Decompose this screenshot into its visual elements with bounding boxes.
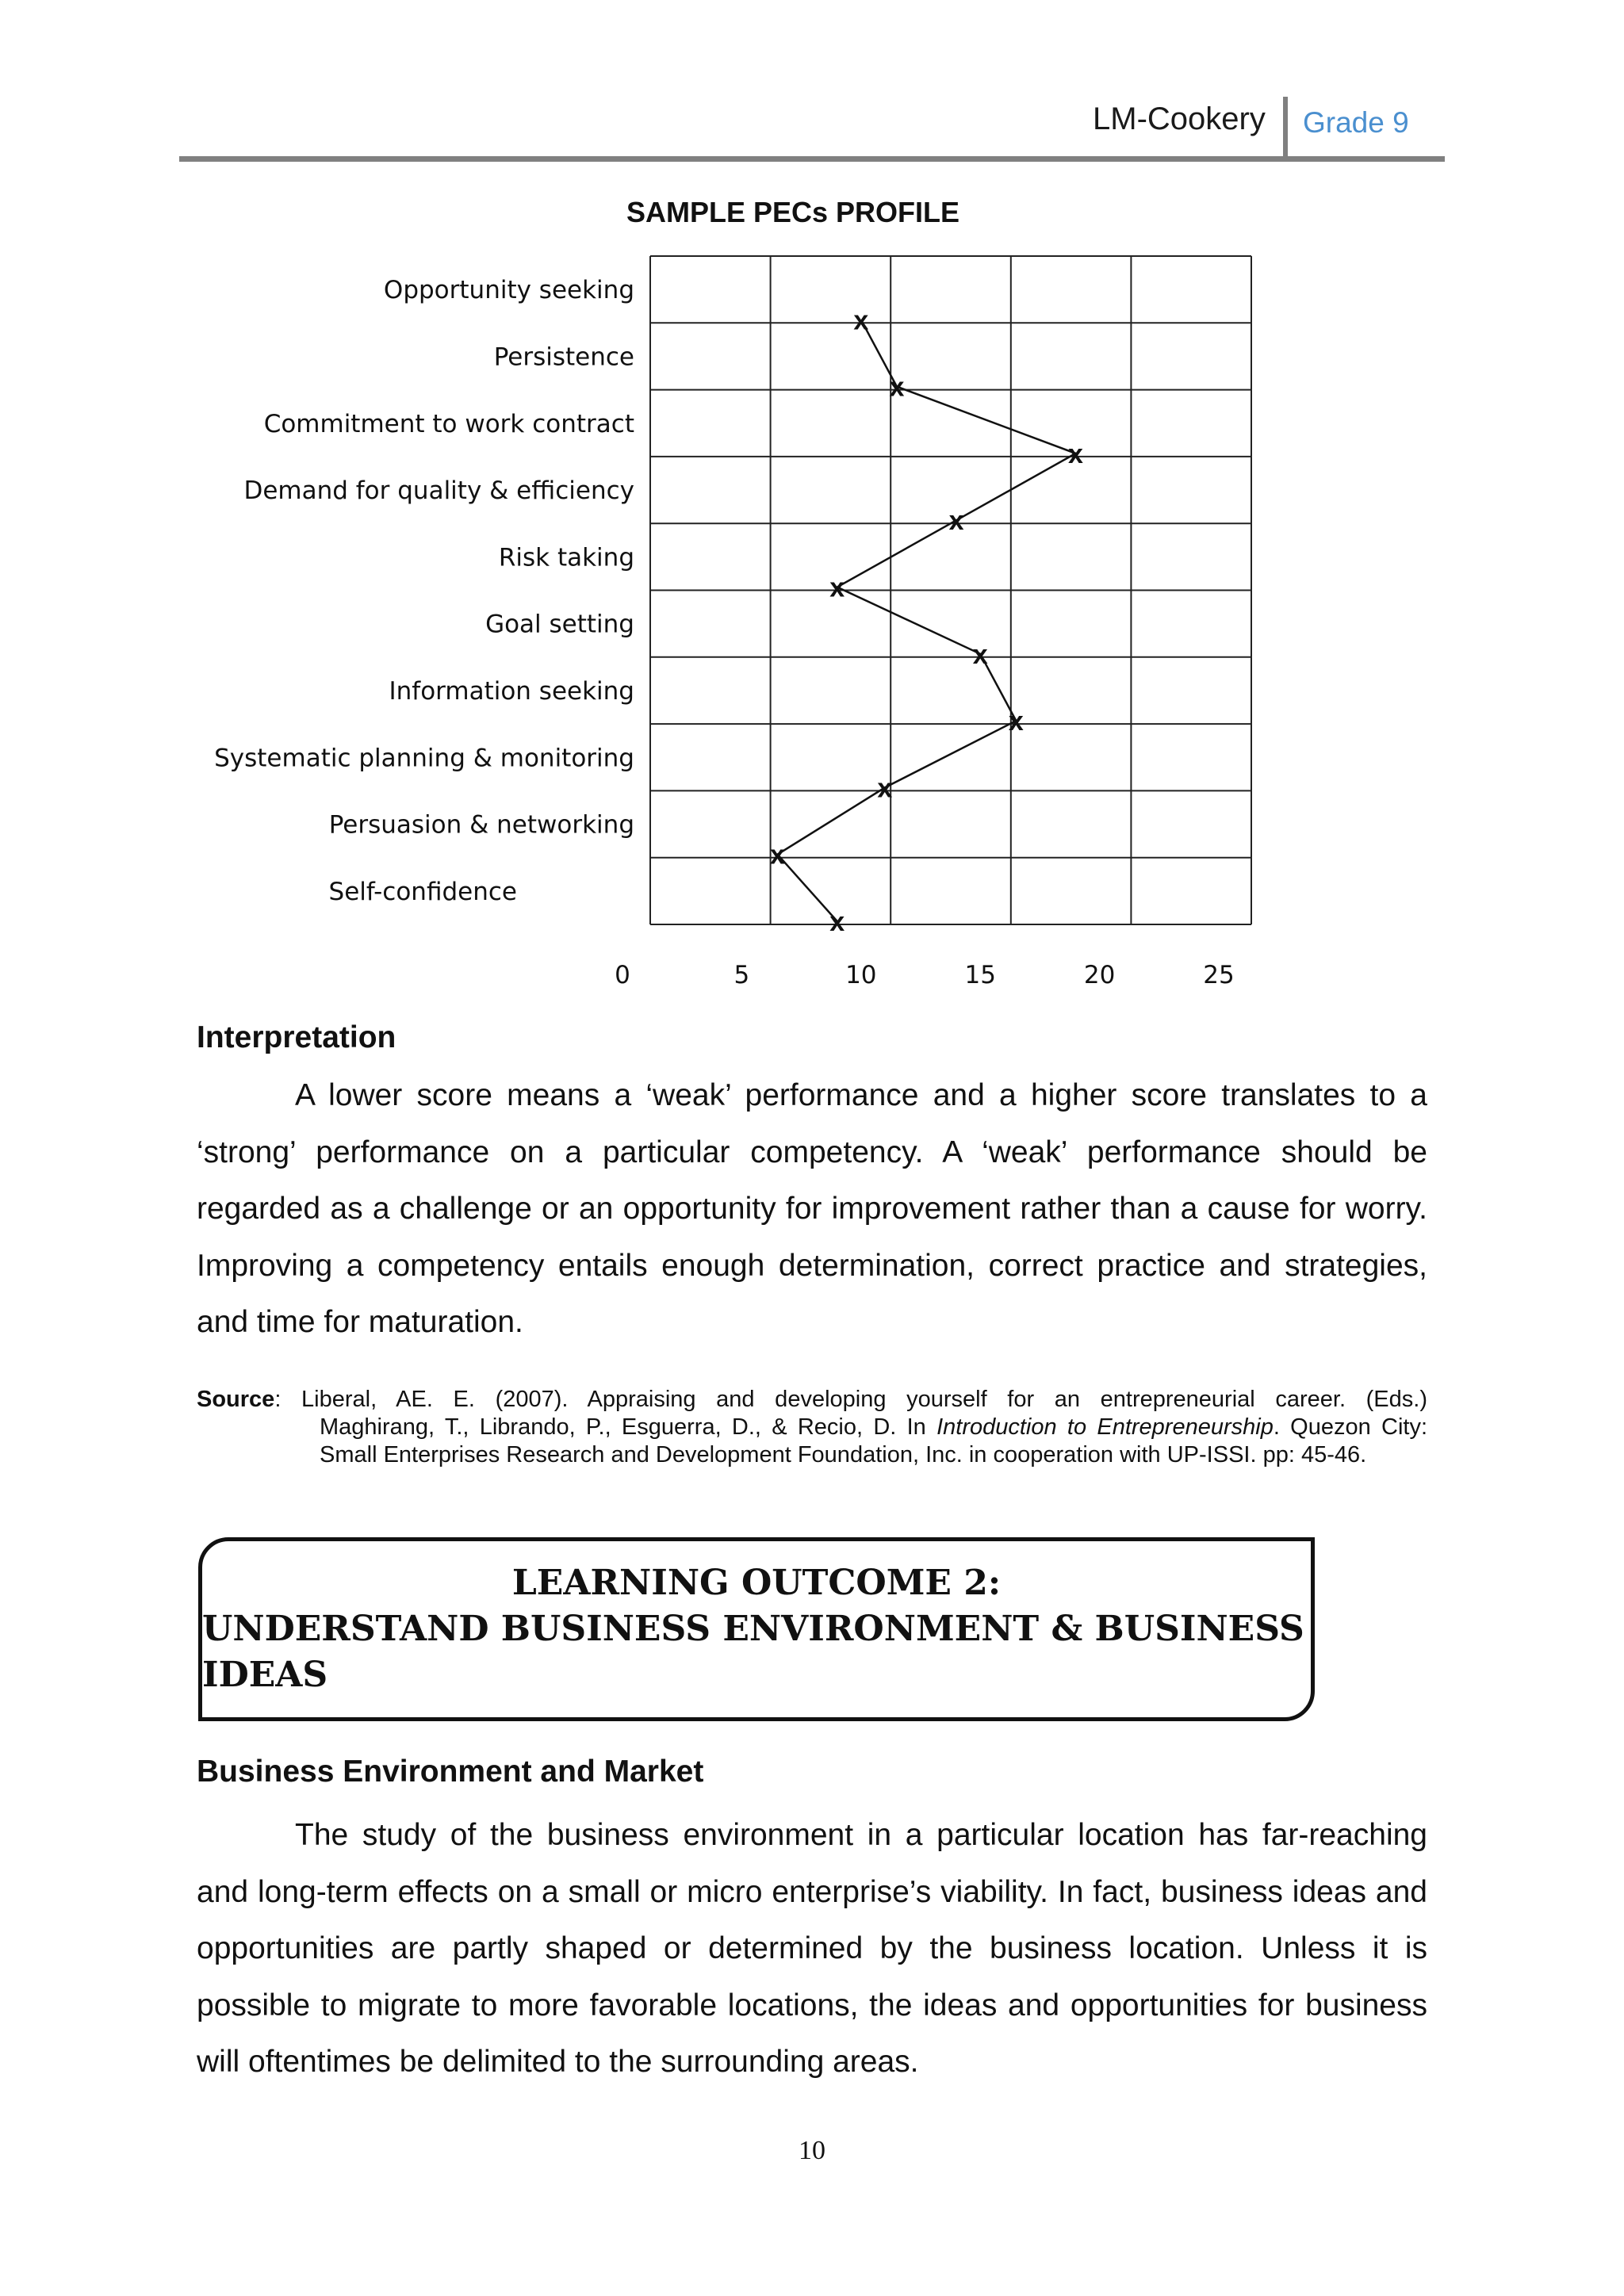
data-point-marker: x [1068,438,1083,469]
chart-title: SAMPLE PECs PROFILE [626,196,960,228]
data-point-marker: x [770,840,785,871]
data-point-marker: x [1008,706,1024,737]
row-label: Information seeking [389,676,634,706]
source-line-1: : Liberal, AE. E. (2007). Appraising and developing yourself for an entrepreneurial career. (Eds.) [274,1387,1427,1412]
x-tick-label: 0 [615,961,630,989]
header-separator [1283,97,1288,160]
row-label: Risk taking [498,543,634,572]
x-tick-label: 10 [845,961,877,989]
business-heading: Business Environment and Market [197,1755,704,1789]
row-label: Demand for quality & efficiency [243,476,634,506]
data-point-marker: x [948,506,964,537]
source-citation [197,1386,1427,1469]
row-label: Goal setting [485,610,634,639]
row-label: Self-confidence [328,877,517,906]
row-label: Persuasion & networking [328,810,634,840]
data-point-marker: x [877,773,893,804]
outcome-line-2: UNDERSTAND BUSINESS ENVIRONMENT & BUSINESS IDEAS [202,1609,1304,1695]
data-point-marker: x [829,572,845,603]
business-paragraph: The study of the business environment in a particular location has far-reaching and long-term effects on a small or micro enterprise’s viability. In fact, business ideas and opportunities are partly shaped or determined by the business location. Unless it is possible to migrate to more favorable locations, the ideas and opportunities for business will oftentimes be delimited to the surrounding areas. [197,1818,1427,2079]
source-book-title: Introduction to Entrepreneurship [936,1414,1274,1440]
grade-label: Grade 9 [1303,106,1409,139]
row-label: Persistence [493,342,634,372]
outcome-line-1: LEARNING OUTCOME 2: [511,1563,1002,1603]
interpretation-heading: Interpretation [197,1020,396,1054]
page-number: 10 [799,2136,825,2165]
data-point-marker: x [853,305,869,336]
data-point-marker: x [829,907,845,937]
profile-line [778,320,1076,921]
x-tick-label: 5 [733,961,750,989]
source-publisher: . Quezon City: Small Enterprises Research and Development Foundation, Inc. in cooperation with UP-ISSI. pp: 45-46. [320,1414,1428,1468]
x-tick-label: 15 [964,961,996,989]
x-tick-label: 25 [1203,961,1235,989]
data-point-marker: x [889,372,905,403]
data-point-marker: x [972,639,988,670]
row-label: Opportunity seeking [383,276,634,305]
pecs-profile-chart [0,238,1624,1015]
source-authors: Maghirang, T., Librando, P., Esguerra, D., & Recio, D. In [320,1414,937,1440]
row-label: Systematic planning & monitoring [214,744,634,773]
learning-outcome-box [198,1537,1315,1721]
x-tick-label: 20 [1083,961,1116,989]
course-title: LM-Cookery [1093,101,1266,136]
row-label: Commitment to work contract [263,409,634,438]
source-label: Source [197,1387,275,1412]
interpretation-paragraph: A lower score means a ‘weak’ performance and a higher score translates to a ‘strong’ performance on a particular competency. A ‘weak’ performance should be regarded as a challenge or an opportunity for improvement rather than a cause for worry. Improving a competency entails enough determination, correct practice and strategies, and time for maturation. [197,1078,1427,1339]
header-rule [179,156,1445,162]
